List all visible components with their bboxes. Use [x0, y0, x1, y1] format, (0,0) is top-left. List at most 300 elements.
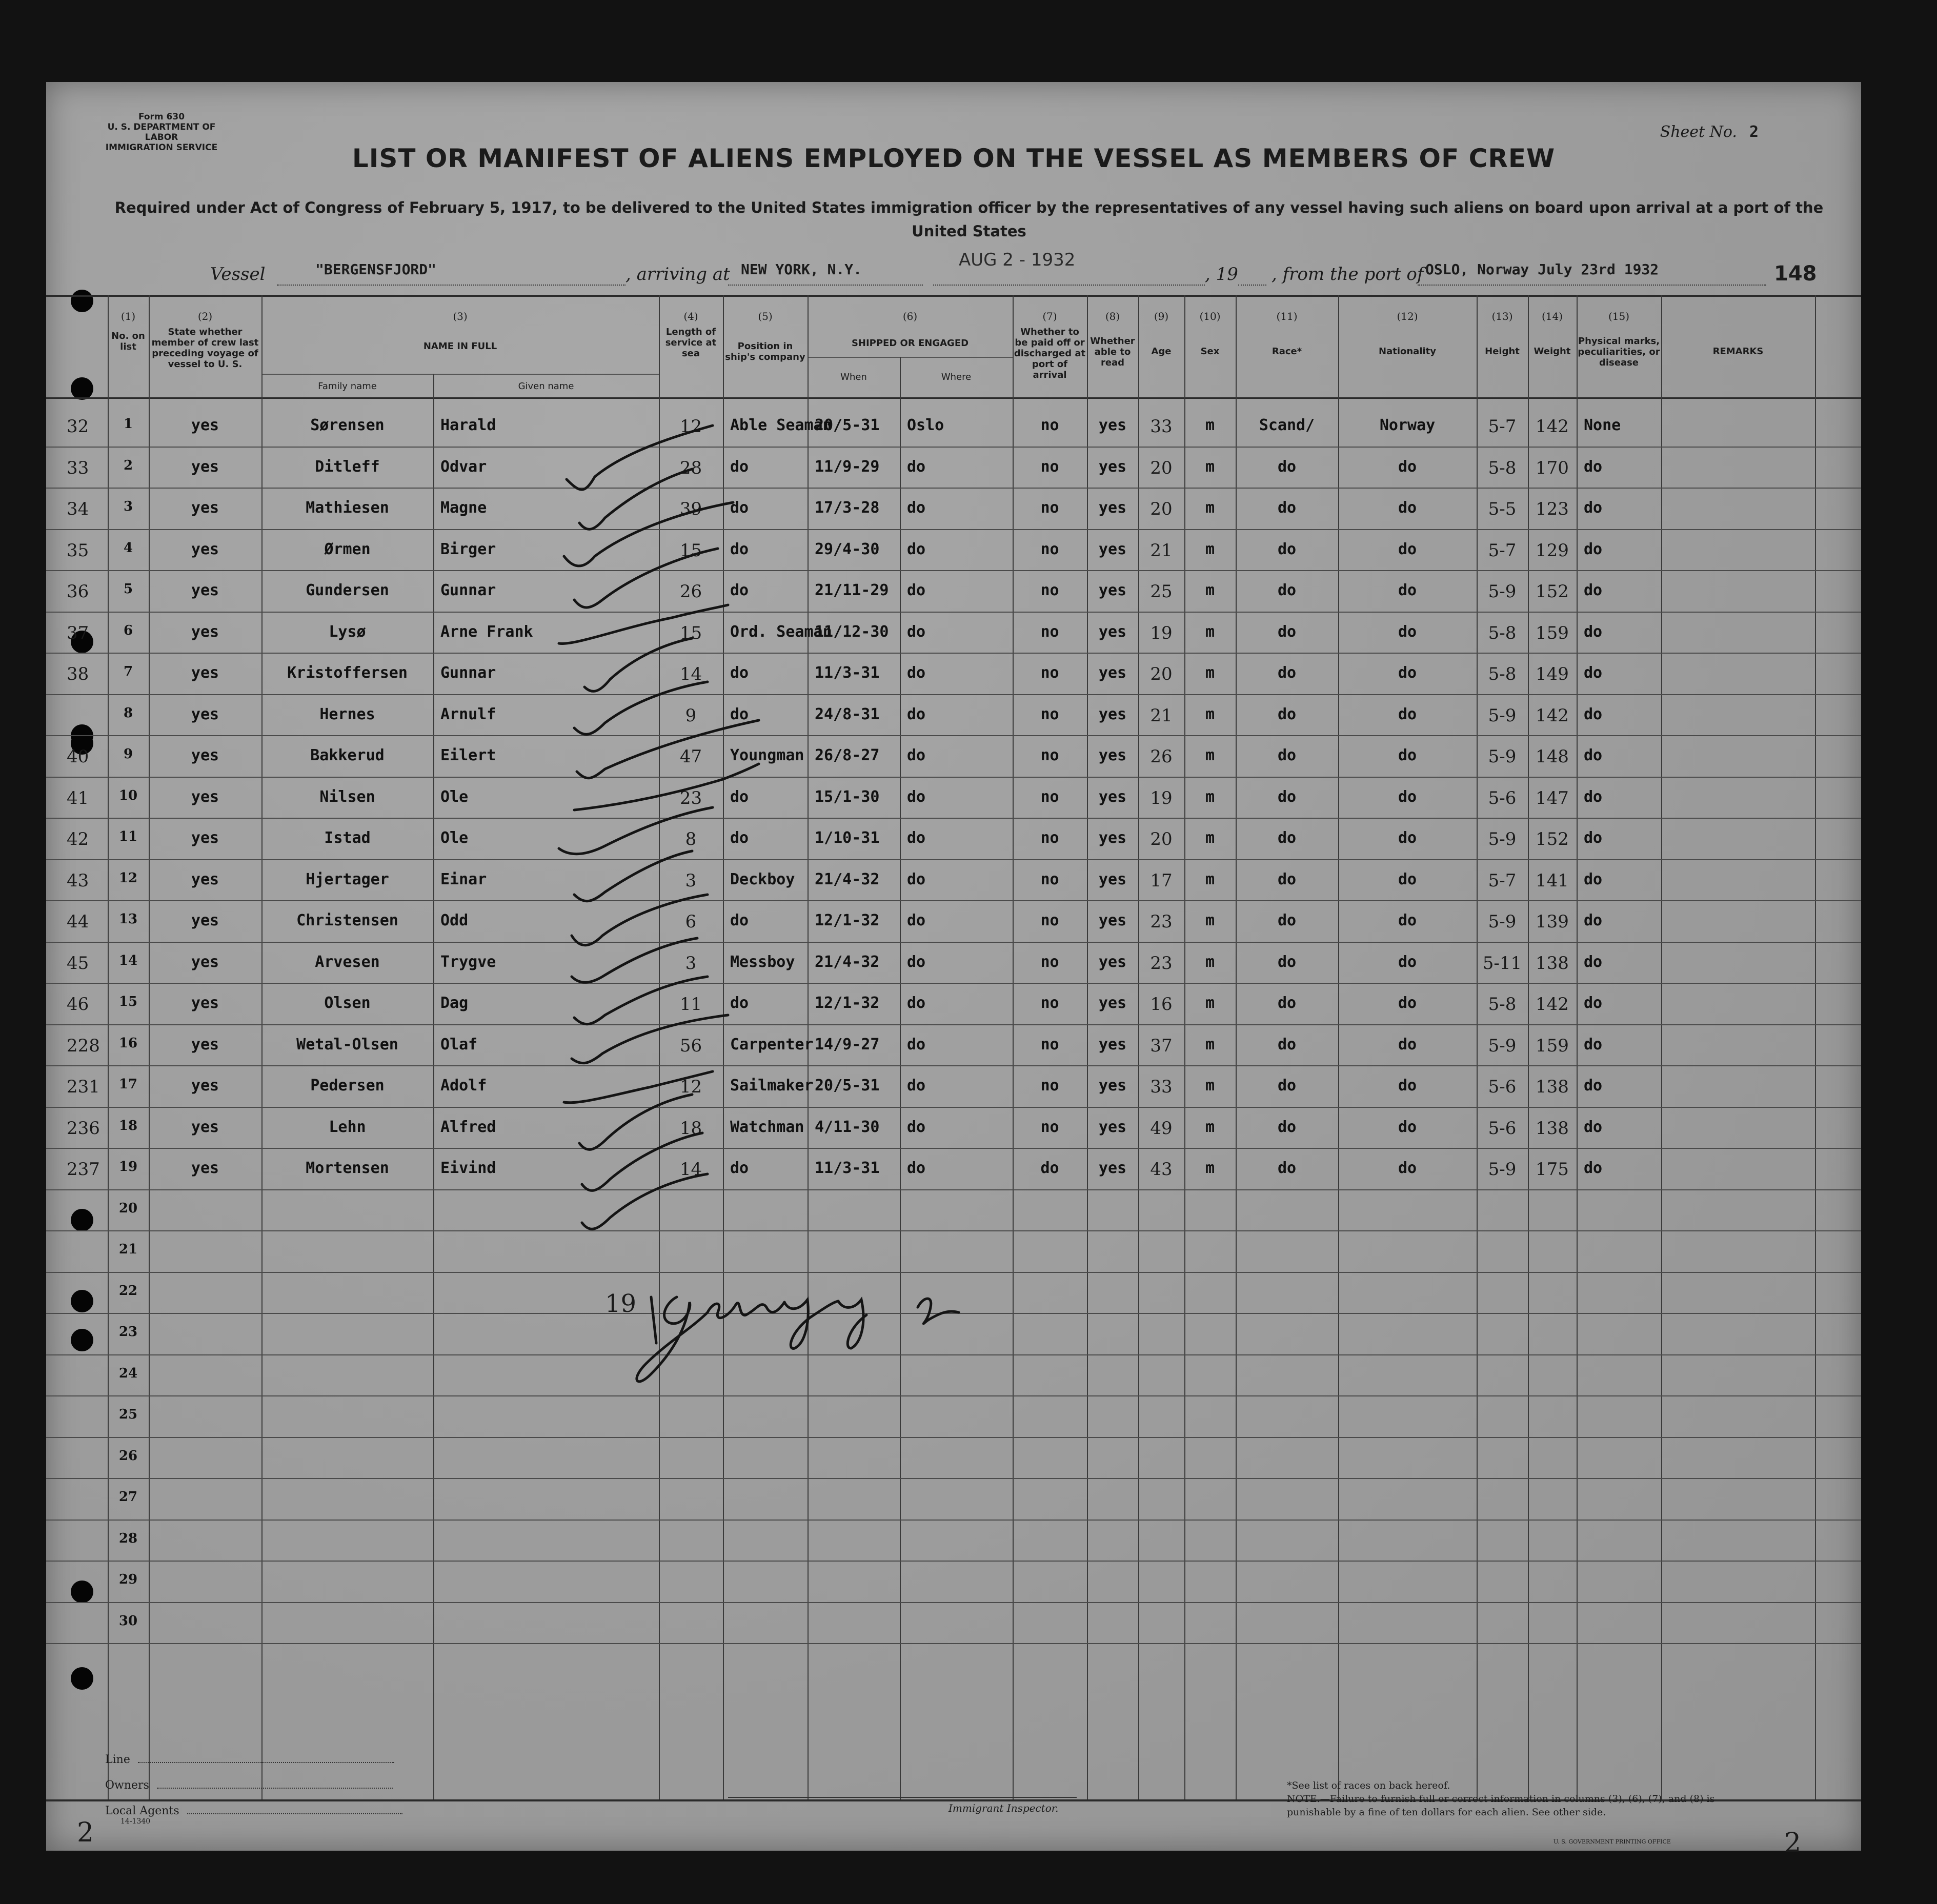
local-agents-field: Local Agents 14-1340 — [105, 1805, 402, 1826]
sex: m — [1205, 1118, 1215, 1136]
column-number: (3) — [453, 310, 468, 322]
able-to-read: yes — [1098, 1077, 1127, 1095]
right-page-mark: 2 — [1784, 1828, 1802, 1858]
shipped-when: 17/3-28 — [815, 499, 880, 517]
blank-row — [46, 1520, 1861, 1561]
margin-number: 35 — [67, 540, 89, 561]
form-label: Form 630 U. S. DEPARTMENT OF LABOR IMMIGRATION SERVICE — [105, 112, 218, 153]
sex: m — [1205, 1159, 1215, 1177]
column-header-family-name: Family name — [318, 381, 377, 392]
paid-off: no — [1040, 1118, 1059, 1136]
race: do — [1277, 1077, 1297, 1095]
column-header-no: No. on list — [111, 331, 145, 352]
sex: m — [1205, 499, 1215, 517]
family-name: Kristoffersen — [287, 664, 408, 682]
margin-number: 46 — [67, 994, 89, 1015]
nationality: do — [1398, 746, 1417, 764]
nationality: do — [1398, 540, 1417, 558]
blank-row — [46, 1602, 1861, 1643]
margin-number: 41 — [67, 787, 89, 808]
arrival-port: NEW YORK, N.Y. — [741, 261, 862, 278]
family-name: Bakkerud — [310, 746, 385, 764]
member-status: yes — [191, 1035, 219, 1054]
margin-number: 237 — [67, 1159, 100, 1180]
physical-marks: do — [1584, 953, 1603, 971]
inspector-label: Immigrant Inspector. — [949, 1802, 1059, 1814]
given-name: Ole — [440, 787, 469, 806]
column-header-weight: Weight — [1534, 346, 1571, 357]
service-length: 18 — [679, 1118, 702, 1139]
height: 5-9 — [1488, 829, 1517, 849]
shipped-where: do — [907, 1077, 926, 1095]
sheet-number: Sheet No. 2 — [1660, 123, 1759, 141]
position: do — [730, 581, 749, 599]
nationality: do — [1398, 499, 1417, 517]
row-number: 5 — [123, 581, 133, 597]
able-to-read: yes — [1098, 912, 1127, 929]
weight: 159 — [1536, 1035, 1569, 1056]
height: 5-7 — [1488, 416, 1517, 437]
shipped-when: 29/4-30 — [815, 540, 880, 558]
row-number: 9 — [123, 746, 133, 762]
document-title: LIST OR MANIFEST OF ALIENS EMPLOYED ON THE VESSEL AS MEMBERS OF CREW — [352, 144, 1556, 173]
service-length: 56 — [679, 1035, 702, 1056]
height: 5-7 — [1488, 540, 1517, 561]
shipped-when: 11/9-29 — [815, 457, 880, 476]
row-number: 14 — [118, 953, 138, 968]
race: do — [1277, 1159, 1297, 1177]
nationality: Norway — [1379, 416, 1436, 434]
member-status: yes — [191, 787, 219, 806]
age: 43 — [1150, 1159, 1173, 1180]
row-number: 8 — [123, 705, 133, 721]
row-number: 1 — [123, 416, 133, 432]
position: Able Seaman — [730, 416, 832, 434]
blank-row — [46, 1395, 1861, 1436]
position: Sailmaker — [730, 1077, 814, 1095]
crew-table — [46, 295, 1861, 1833]
shipped-when: 1/10-31 — [815, 829, 880, 847]
vessel-label: Vessel — [210, 264, 266, 285]
manifest-sheet — [46, 82, 1861, 1858]
paid-off: no — [1040, 705, 1059, 723]
weight: 148 — [1536, 746, 1569, 767]
crew-row — [46, 1107, 1861, 1148]
able-to-read: yes — [1098, 1035, 1127, 1054]
age: 19 — [1150, 622, 1173, 643]
weight: 141 — [1536, 870, 1569, 891]
given-name: Arne Frank — [440, 622, 533, 641]
crew-row — [46, 983, 1861, 1024]
family-name: Arvesen — [315, 953, 380, 971]
crew-row — [46, 653, 1861, 694]
shipped-where: do — [907, 829, 926, 847]
weight: 142 — [1536, 416, 1569, 437]
position: do — [730, 664, 749, 682]
service-length: 28 — [679, 457, 702, 478]
weight: 175 — [1536, 1159, 1569, 1180]
column-header-physical-marks: Physical marks, peculiarities, or disease — [1578, 336, 1660, 368]
margin-number: 32 — [67, 416, 89, 437]
given-name: Eilert — [440, 746, 496, 764]
able-to-read: yes — [1098, 581, 1127, 599]
column-number: (4) — [683, 310, 698, 322]
physical-marks: do — [1584, 1077, 1603, 1095]
owners-field: Owners — [105, 1779, 393, 1792]
weight: 170 — [1536, 457, 1569, 478]
weight: 129 — [1536, 540, 1569, 561]
height: 5-6 — [1488, 787, 1517, 808]
nationality: do — [1398, 1159, 1417, 1177]
column-number: (8) — [1105, 310, 1120, 322]
service-length: 12 — [679, 1077, 702, 1097]
column-number: (12) — [1397, 310, 1418, 322]
shipped-where: do — [907, 457, 926, 476]
crew-row — [46, 900, 1861, 941]
weight: 149 — [1536, 664, 1569, 684]
shipped-when: 20/5-31 — [815, 1077, 880, 1095]
race: do — [1277, 1035, 1297, 1054]
printer-imprint: U. S. GOVERNMENT PRINTING OFFICE — [1553, 1838, 1671, 1845]
shipped-when: 21/4-32 — [815, 953, 880, 971]
service-length: 3 — [685, 870, 697, 891]
row-number: 16 — [118, 1035, 138, 1051]
family-name: Lehn — [329, 1118, 366, 1136]
shipped-where: do — [907, 1159, 926, 1177]
able-to-read: yes — [1098, 540, 1127, 558]
service-length: 14 — [679, 664, 702, 684]
shipped-when: 11/3-31 — [815, 664, 880, 682]
row-number: 4 — [123, 540, 133, 556]
weight: 139 — [1536, 912, 1569, 932]
service-length: 23 — [679, 787, 702, 808]
physical-marks: do — [1584, 787, 1603, 806]
blank-row — [46, 1313, 1861, 1354]
column-header-where: Where — [941, 372, 972, 382]
service-length: 39 — [679, 499, 702, 519]
column-header-given-name: Given name — [518, 381, 574, 392]
nationality: do — [1398, 457, 1417, 476]
sex: m — [1205, 540, 1215, 558]
date-stamp: AUG 2 - 1932 — [959, 250, 1076, 270]
paid-off: no — [1040, 1035, 1059, 1054]
family-name: Lysø — [329, 622, 366, 641]
physical-marks: do — [1584, 1118, 1603, 1136]
race: do — [1277, 1118, 1297, 1136]
given-name: Einar — [440, 870, 487, 888]
weight: 123 — [1536, 499, 1569, 519]
physical-marks: do — [1584, 540, 1603, 558]
weight: 159 — [1536, 622, 1569, 643]
blank-row — [46, 1189, 1861, 1230]
row-number: 7 — [123, 664, 133, 679]
nationality: do — [1398, 622, 1417, 641]
shipped-where: do — [907, 664, 926, 682]
given-name: Gunnar — [440, 664, 496, 682]
column-number: (5) — [758, 310, 773, 322]
shipped-when: 15/1-30 — [815, 787, 880, 806]
family-name: Istad — [324, 829, 371, 847]
nationality: do — [1398, 829, 1417, 847]
paid-off: no — [1040, 953, 1059, 971]
crew-row — [46, 529, 1861, 570]
crew-row — [46, 942, 1861, 983]
age: 33 — [1150, 416, 1173, 437]
able-to-read: yes — [1098, 622, 1127, 641]
margin-number: 33 — [67, 457, 89, 478]
paid-off: no — [1040, 664, 1059, 682]
member-status: yes — [191, 540, 219, 558]
height: 5-9 — [1488, 705, 1517, 726]
crew-row — [46, 694, 1861, 735]
service-length: 14 — [679, 1159, 702, 1180]
margin-number: 45 — [67, 953, 89, 974]
row-number: 20 — [118, 1200, 138, 1216]
given-name: Arnulf — [440, 705, 496, 723]
row-rule — [46, 1643, 1861, 1644]
row-number: 27 — [118, 1489, 138, 1505]
blank-row — [46, 1272, 1861, 1313]
family-name: Ditleff — [315, 457, 380, 476]
position: do — [730, 1159, 749, 1177]
service-length: 47 — [679, 746, 702, 767]
row-number: 21 — [118, 1242, 138, 1257]
crew-row — [46, 777, 1861, 818]
annotation-count: 19 — [605, 1289, 637, 1318]
age: 20 — [1150, 499, 1173, 519]
age: 21 — [1150, 705, 1173, 726]
column-number: (14) — [1541, 310, 1563, 322]
physical-marks: do — [1584, 1159, 1603, 1177]
height: 5-7 — [1488, 870, 1517, 891]
row-number: 29 — [118, 1572, 138, 1587]
blank-row — [46, 1354, 1861, 1395]
given-name: Harald — [440, 416, 496, 434]
departure-port: OSLO, Norway July 23rd 1932 — [1425, 261, 1659, 278]
race: do — [1277, 622, 1297, 641]
service-length: 15 — [679, 622, 702, 643]
sex: m — [1205, 953, 1215, 971]
age: 49 — [1150, 1118, 1173, 1139]
shipped-when: 14/9-27 — [815, 1035, 880, 1054]
position: Youngman — [730, 746, 804, 764]
margin-number: 37 — [67, 622, 89, 643]
paid-off: no — [1040, 622, 1059, 641]
shipped-where: do — [907, 622, 926, 641]
crew-row — [46, 447, 1861, 488]
shipped-when: 4/11-30 — [815, 1118, 880, 1136]
member-status: yes — [191, 870, 219, 888]
position: Watchman — [730, 1118, 804, 1136]
column-header-sex: Sex — [1200, 346, 1220, 357]
column-header-read: Whether able to read — [1090, 336, 1135, 368]
able-to-read: yes — [1098, 787, 1127, 806]
height: 5-8 — [1488, 994, 1517, 1015]
sex: m — [1205, 1077, 1215, 1095]
shipped-where: do — [907, 540, 926, 558]
paid-off: do — [1040, 1159, 1059, 1177]
able-to-read: yes — [1098, 664, 1127, 682]
service-length: 15 — [679, 540, 702, 561]
crew-row — [46, 818, 1861, 859]
column-header-age: Age — [1151, 346, 1172, 357]
row-number: 18 — [118, 1118, 138, 1133]
sex: m — [1205, 870, 1215, 888]
height: 5-5 — [1488, 499, 1517, 519]
year-label: , 19 — [1205, 264, 1238, 285]
height: 5-6 — [1488, 1077, 1517, 1097]
row-number: 24 — [118, 1365, 138, 1381]
position: do — [730, 457, 749, 476]
row-number: 12 — [118, 870, 138, 886]
column-header-position: Position in ship's company — [725, 341, 805, 362]
column-number: (6) — [902, 310, 918, 322]
margin-number: 236 — [67, 1118, 100, 1139]
sex: m — [1205, 664, 1215, 682]
physical-marks: do — [1584, 912, 1603, 929]
race: do — [1277, 953, 1297, 971]
column-header-when: When — [840, 372, 867, 382]
weight: 138 — [1536, 953, 1569, 974]
service-length: 9 — [685, 705, 697, 726]
shipped-when: 11/12-30 — [815, 622, 889, 641]
nationality: do — [1398, 664, 1417, 682]
height: 5-8 — [1488, 664, 1517, 684]
physical-marks: do — [1584, 994, 1603, 1012]
margin-number: 44 — [67, 912, 89, 932]
row-number: 15 — [118, 994, 138, 1009]
service-length: 6 — [685, 912, 697, 932]
crew-row — [46, 735, 1861, 776]
member-status: yes — [191, 416, 219, 434]
crew-row — [46, 1065, 1861, 1106]
position: do — [730, 912, 749, 929]
margin-number: 38 — [67, 664, 89, 684]
height: 5-9 — [1488, 1159, 1517, 1180]
height: 5-8 — [1488, 622, 1517, 643]
paid-off: no — [1040, 457, 1059, 476]
member-status: yes — [191, 994, 219, 1012]
member-status: yes — [191, 664, 219, 682]
sex: m — [1205, 705, 1215, 723]
crew-row — [46, 488, 1861, 529]
shipped-where: do — [907, 499, 926, 517]
row-number: 13 — [118, 912, 138, 927]
column-number: (13) — [1491, 310, 1513, 322]
service-length: 8 — [685, 829, 697, 849]
sex: m — [1205, 416, 1215, 434]
physical-marks: do — [1584, 457, 1603, 476]
age: 33 — [1150, 1077, 1173, 1097]
shipped-when: 12/1-32 — [815, 994, 880, 1012]
shipped-where: do — [907, 787, 926, 806]
age: 19 — [1150, 787, 1173, 808]
vessel-name: "BERGENSFJORD" — [315, 261, 437, 278]
able-to-read: yes — [1098, 994, 1127, 1012]
shipped-when: 11/3-31 — [815, 1159, 880, 1177]
row-number: 28 — [118, 1530, 138, 1546]
row-number: 3 — [123, 499, 133, 514]
family-name: Hernes — [319, 705, 375, 723]
physical-marks: do — [1584, 499, 1603, 517]
row-number: 30 — [118, 1613, 138, 1629]
from-label: , from the port of — [1272, 264, 1424, 285]
physical-marks: do — [1584, 664, 1603, 682]
crew-row — [46, 1024, 1861, 1065]
shipped-where: do — [907, 870, 926, 888]
crew-row — [46, 1148, 1861, 1189]
vessel-line — [210, 250, 1841, 290]
column-header-paid-off: Whether to be paid off or discharged at port of arrival — [1014, 327, 1086, 380]
paid-off: no — [1040, 912, 1059, 929]
column-number: (11) — [1276, 310, 1298, 322]
height: 5-9 — [1488, 912, 1517, 932]
nationality: do — [1398, 787, 1417, 806]
arriving-label: , arriving at — [626, 264, 730, 285]
age: 20 — [1150, 664, 1173, 684]
height: 5-11 — [1482, 953, 1522, 974]
service-length: 3 — [685, 953, 697, 974]
margin-number: 228 — [67, 1035, 100, 1056]
physical-marks: do — [1584, 705, 1603, 723]
paid-off: no — [1040, 746, 1059, 764]
margin-number: 36 — [67, 581, 89, 602]
race: do — [1277, 457, 1297, 476]
position: Deckboy — [730, 870, 795, 888]
race: do — [1277, 705, 1297, 723]
age: 37 — [1150, 1035, 1173, 1056]
member-status: yes — [191, 499, 219, 517]
member-status: yes — [191, 829, 219, 847]
given-name: Magne — [440, 499, 487, 517]
sex: m — [1205, 829, 1215, 847]
position: do — [730, 787, 749, 806]
position: do — [730, 499, 749, 517]
physical-marks: do — [1584, 829, 1603, 847]
sex: m — [1205, 622, 1215, 641]
row-number: 10 — [118, 787, 138, 803]
blank-row — [46, 1437, 1861, 1478]
shipped-when: 12/1-32 — [815, 912, 880, 929]
height: 5-6 — [1488, 1118, 1517, 1139]
weight: 152 — [1536, 829, 1569, 849]
column-number: (9) — [1154, 310, 1169, 322]
shipped-where: do — [907, 1035, 926, 1054]
nationality: do — [1398, 1118, 1417, 1136]
paid-off: no — [1040, 829, 1059, 847]
margin-number: 231 — [67, 1077, 100, 1097]
sex: m — [1205, 457, 1215, 476]
row-number: 19 — [118, 1159, 138, 1174]
service-length: 26 — [679, 581, 702, 602]
column-header-remarks: REMARKS — [1712, 346, 1764, 357]
weight: 142 — [1536, 994, 1569, 1015]
position: do — [730, 540, 749, 558]
race: do — [1277, 540, 1297, 558]
weight: 152 — [1536, 581, 1569, 602]
nationality: do — [1398, 870, 1417, 888]
member-status: yes — [191, 746, 219, 764]
row-number: 11 — [118, 829, 138, 844]
row-number: 26 — [118, 1448, 138, 1464]
race: do — [1277, 870, 1297, 888]
given-name: Gunnar — [440, 581, 496, 599]
height: 5-9 — [1488, 746, 1517, 767]
age: 23 — [1150, 912, 1173, 932]
race-note: *See list of races on back hereof. — [1287, 1780, 1450, 1791]
member-status: yes — [191, 457, 219, 476]
position: do — [730, 994, 749, 1012]
